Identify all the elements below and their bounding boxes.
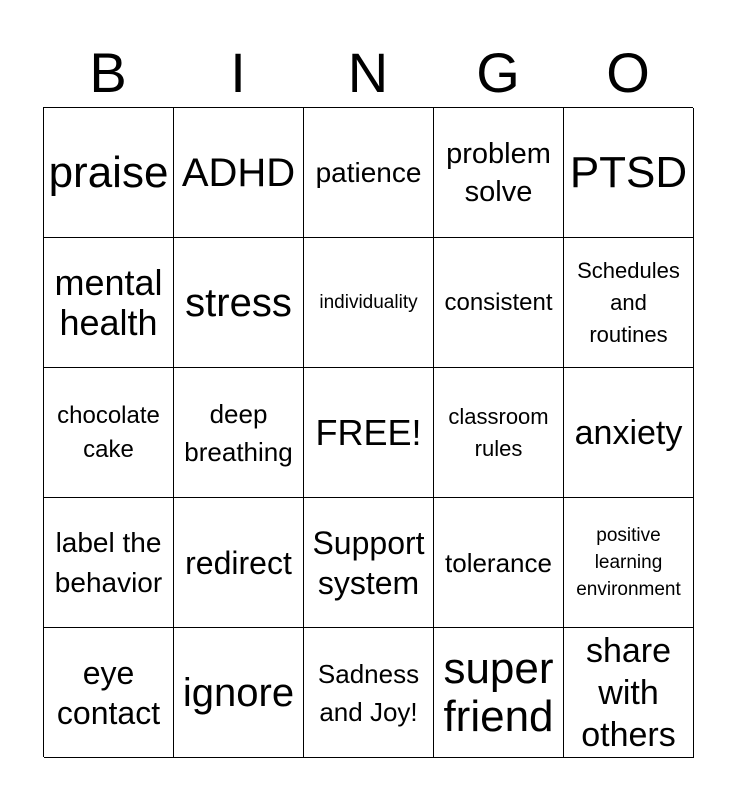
cell-text: label the behavior [54,526,163,598]
cell-text: PTSD [569,147,688,197]
bingo-cell[interactable] [174,498,304,628]
bingo-cell[interactable] [434,108,564,238]
cell-text: anxiety [574,413,683,452]
bingo-cell[interactable] [44,108,174,238]
bingo-cell[interactable] [304,628,434,758]
cell-text: tolerance [445,547,552,578]
bingo-cell[interactable] [564,628,694,758]
bingo-cell[interactable] [304,238,434,368]
bingo-cell[interactable] [174,628,304,758]
cell-text: mental health [54,261,163,343]
bingo-cell[interactable] [434,368,564,498]
bingo-board [43,107,693,757]
bingo-cell[interactable] [174,238,304,368]
bingo-header [43,38,693,108]
bingo-cell[interactable] [304,498,434,628]
cell-text: praise [48,147,169,197]
cell-text: individuality [319,292,418,313]
cell-text: super friend [443,643,554,741]
cell-text: Support system [312,524,425,601]
cell-text: problem solve [446,137,551,208]
cell-text: Schedules and routines [577,257,680,347]
bingo-cell[interactable] [304,108,434,238]
cell-text: stress [185,280,292,325]
bingo-cell[interactable] [174,108,304,238]
bingo-cell[interactable] [174,368,304,498]
header-letter-o: O [606,41,650,104]
cell-text: ignore [182,670,295,715]
cell-text: consistent [444,288,553,316]
header-letter-g: G [476,41,520,104]
cell-text: deep breathing [184,398,293,467]
bingo-cell[interactable] [44,628,174,758]
bingo-cell[interactable] [304,368,434,498]
header-letter-b: B [89,41,127,104]
cell-text: share with others [581,631,676,754]
cell-text: FREE! [315,411,422,453]
bingo-cell[interactable] [434,238,564,368]
cell-text: patience [315,156,422,188]
bingo-cell[interactable] [44,238,174,368]
cell-text: ADHD [181,150,296,195]
bingo-cell[interactable] [564,238,694,368]
header-letter-i: I [230,41,246,104]
cell-text: redirect [185,544,292,581]
header-letter-n: N [347,41,389,104]
bingo-cell[interactable] [434,498,564,628]
cell-text: Sadness and Joy! [317,658,420,727]
bingo-cell[interactable] [564,108,694,238]
cell-text: eye contact [56,654,161,731]
bingo-cell[interactable] [434,628,564,758]
bingo-cell[interactable] [564,498,694,628]
cell-text: classroom rules [448,403,549,461]
bingo-cell[interactable] [564,368,694,498]
cell-text: chocolate cake [57,401,160,463]
cell-text: positive learning environment [576,525,681,600]
bingo-cell[interactable] [44,498,174,628]
bingo-cell[interactable] [44,368,174,498]
